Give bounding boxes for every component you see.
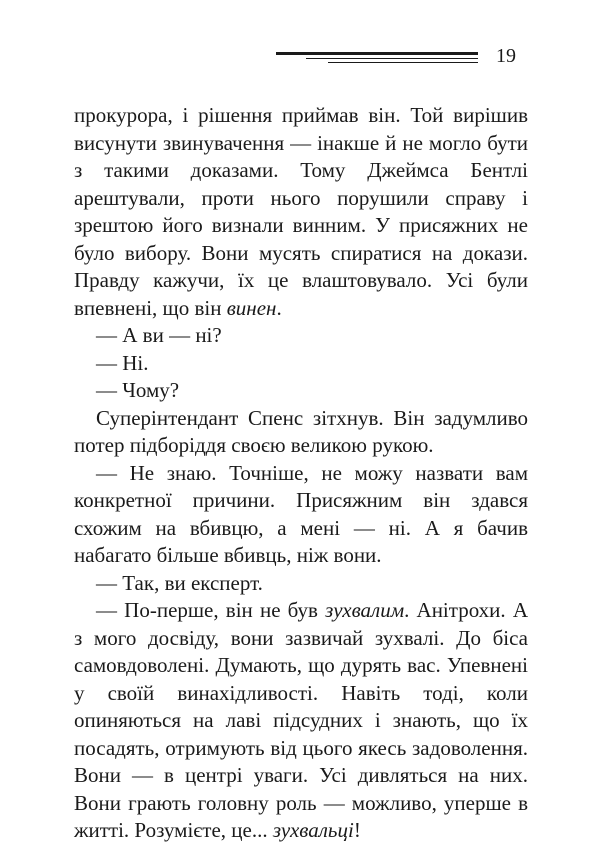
text-run: — Чому? xyxy=(96,378,180,402)
paragraph xyxy=(74,322,528,350)
text-run: — Так, ви експерт. xyxy=(96,570,263,595)
page-number: 19 xyxy=(496,45,516,67)
text-run: — По-перше, він не був xyxy=(96,598,326,622)
header-rule-thick xyxy=(276,52,478,55)
body-text xyxy=(74,102,528,845)
text-run: ! xyxy=(353,818,361,842)
header-decorative-rules xyxy=(276,52,478,63)
italic-text: винен xyxy=(226,295,277,320)
paragraph xyxy=(74,460,528,570)
italic-text: зухвальці xyxy=(272,818,354,842)
text-run: Суперінтендант Спенс зітхнув. Він задумливо потер підборіддя своєю великою рукою. xyxy=(74,405,528,457)
paragraph xyxy=(74,405,528,460)
paragraph xyxy=(74,597,528,845)
text-run: прокурора, і рішення приймав він. Той вирішив висунути звинувачення — інакше й не могло бути з такими доказами. Тому Джеймса Бентлі арештували, проти нього порушили справу і зрештою його визнали винним. У присяжних не було вибору. Вони мусять спиратися на докази. Правду кажучи, їх це влаштовувало. Усі були впевнені, що він xyxy=(74,103,528,320)
text-run: — Ні. xyxy=(96,350,149,375)
paragraph xyxy=(74,377,528,405)
page-header xyxy=(0,44,600,84)
text-run: — А ви — ні? xyxy=(96,323,222,347)
italic-text: зухвалим xyxy=(325,598,405,622)
header-rule-thin xyxy=(328,62,478,63)
text-run: . Анітрохи. А з мого досвіду, вони зазвичай зухвалі. До біса самовдоволені. Думають, що дурять вас. Упевнені у своїй винахідливості. Навіть тоді, коли опиняються на лаві підсудних і знають, що їх посадять, отримують від цього якесь задоволення. Вони — в центрі уваги. Усі дивляться на них. Вони грають головну роль — можливо, уперше в житті. Розумієте, це... xyxy=(74,598,528,842)
text-run: — Не знаю. Точніше, не можу назвати вам конкретної причини. Присяжним він здався схожим на вбивцю, а мені — ні. А я бачив набагато більше вбивць, ніж вони. xyxy=(74,460,528,567)
paragraph xyxy=(74,102,528,322)
paragraph xyxy=(74,350,528,378)
header-rule-thin xyxy=(306,58,478,59)
text-run: . xyxy=(276,295,282,320)
paragraph xyxy=(74,570,528,598)
